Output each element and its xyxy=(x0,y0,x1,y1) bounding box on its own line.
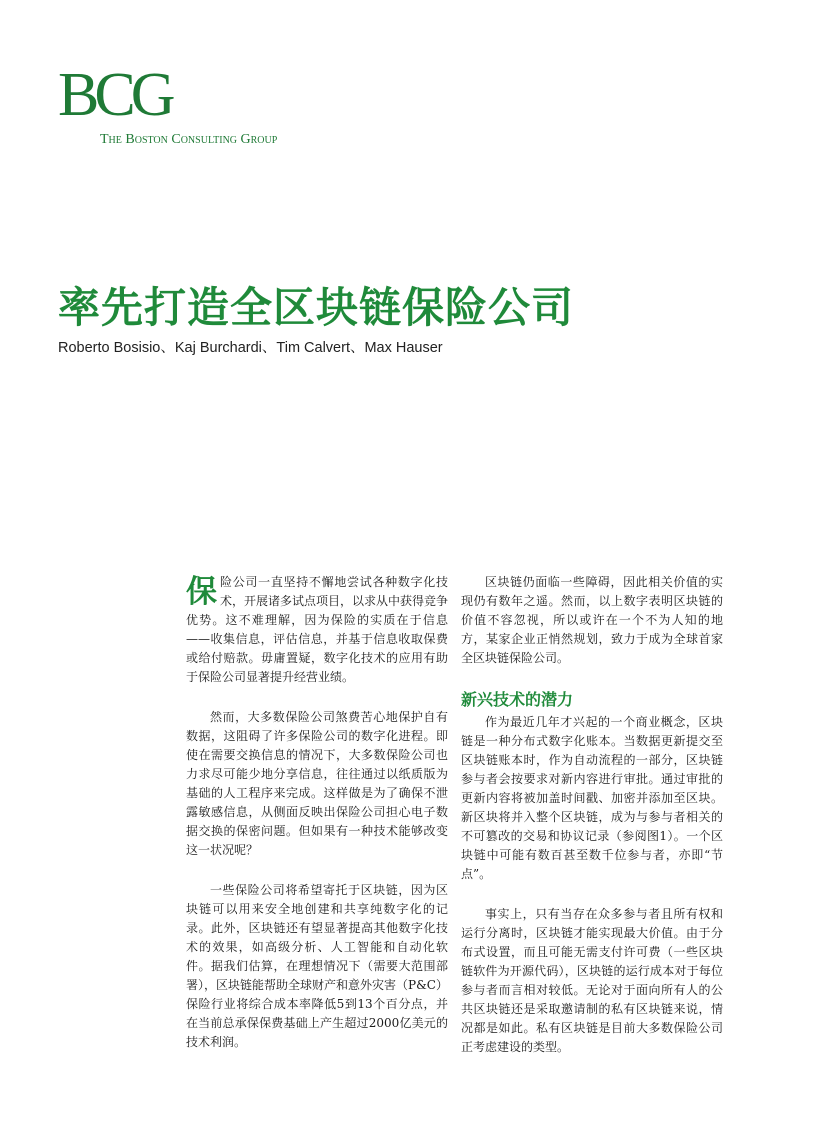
bcg-logo xyxy=(58,61,328,154)
article-title: 率先打造全区块链保险公司 xyxy=(58,283,575,332)
bcg-logo-mark: BCG xyxy=(58,61,171,129)
left-paragraph-3: 一些保险公司将希望寄托于区块链，因为区块链可以用来安全地创建和共享纯数字化的记录。此外，区块链还有望显著提高其他数字化技术的效果，如高级分析、人工智能和自动化软件。据我们估算，在理想情况下（需要大范围部署），区块链能帮助全球财产和意外灾害（P&C）保险行业将综合成本率降低5到13个百分点，并在当前总承保保费基础上产生超过2000亿美元的技术利润。 xyxy=(186,883,448,1049)
right-column xyxy=(461,573,723,1078)
right-paragraph-3: 事实上，只有当存在众多参与者且所有权和运行分离时，区块链才能实现最大价值。由于分布式设置，而且可能无需支付许可费（一些区块链软件为开源代码），区块链的运行成本对于每位参与者而言相对较低。无论对于面向所有人的公共区块链还是采取邀请制的私有区块链来说，情况都是如此。私有区块链是目前大多数保险公司正考虑建设的类型。 xyxy=(461,907,723,1054)
right-paragraph-1: 区块链仍面临一些障碍，因此相关价值的实现仍有数年之遥。然而，以上数字表明区块链的价值不容忽视，所以或许在一个不为人知的地方，某家企业正悄然规划，致力于成为全球首家全区块链保险公司。 xyxy=(461,575,723,665)
left-column xyxy=(186,573,448,1073)
bcg-logo-subtitle: The Boston Consulting Group xyxy=(100,132,278,147)
left-paragraph-2: 然而，大多数保险公司煞费苦心地保护自有数据，这阻碍了许多保险公司的数字化进程。即使在需要交换信息的情况下，大多数保险公司也力求尽可能少地分享信息，往往通过以纸质版为基础的人工程序来完成。这样做是为了确保不泄露敏感信息，从侧面反映出保险公司担心电子数据交换的保密问题。但如果有一种技术能够改变这一状况呢？ xyxy=(186,710,448,857)
article-authors: Roberto Bosisio、Kaj Burchardi、Tim Calvert、Max Hauser xyxy=(58,340,443,356)
section-heading: 新兴技术的潜力 xyxy=(461,690,574,709)
left-paragraph-1-text: 险公司一直坚持不懈地尝试各种数字化技术，开展诸多试点项目，以求从中获得竞争优势。这不难理解，因为保险的实质在于信息——收集信息，评估信息，并基于信息收取保费或给付赔款。毋庸置疑，数字化技术的应用有助于保险公司显著提升经营业绩。 xyxy=(186,575,449,684)
right-paragraph-2: 作为最近几年才兴起的一个商业概念，区块链是一种分布式数字化账本。当数据更新提交至区块链账本时，作为自动流程的一部分，区块链参与者会按要求对新内容进行审批。通过审批的更新内容将被加盖时间戳、加密并添加至区块。新区块将并入整个区块链，成为与参与者相关的不可篡改的交易和协议记录（参阅图1）。一个区块链中可能有数百甚至数千位参与者，亦即“节点”。 xyxy=(461,715,723,881)
drop-cap: 保 xyxy=(186,574,217,610)
left-paragraph-1 xyxy=(186,573,448,687)
